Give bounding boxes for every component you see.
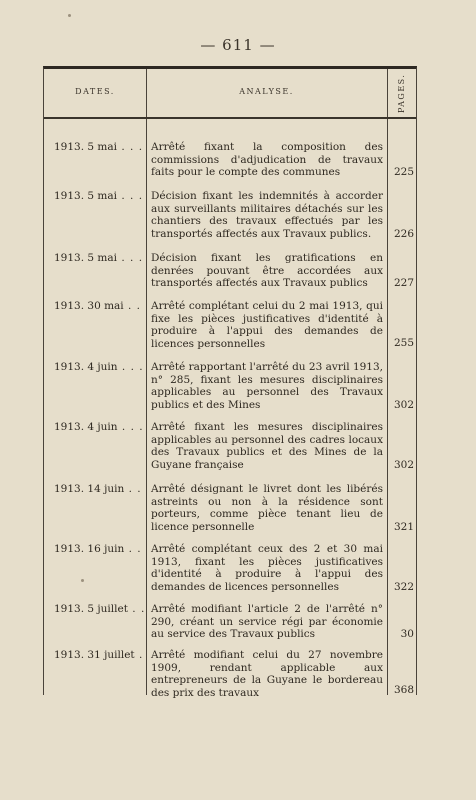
entry-page: 255 xyxy=(393,337,414,349)
page-number: — 611 — xyxy=(200,36,276,54)
entry-page: 226 xyxy=(393,228,414,240)
entry-date: 1913. 5 mai . . . xyxy=(54,141,146,154)
entry-date: 1913. 5 juillet . . . xyxy=(54,603,146,616)
entry-analysis: Arrêté modifiant celui du 27 novembre 1909, rendant applicable aux entrepreneurs de la Guyane le bordereau des prix des travaux xyxy=(151,649,383,699)
column-divider-dates xyxy=(146,69,147,695)
entry-analysis: Décision fixant les gratifications en denrées pouvant être accordées aux transportés affectés aux Travaux publics xyxy=(151,252,383,289)
column-header-dates: DATES. xyxy=(75,87,115,96)
entry-date: 1913. 5 mai . . . xyxy=(54,252,146,265)
entry-date: 1913. 4 juin . . . xyxy=(54,421,146,434)
paper-speck xyxy=(81,579,84,582)
entry-date: 1913. 5 mai . . . xyxy=(54,190,146,203)
entry-page: 322 xyxy=(393,581,414,593)
entry-analysis: Décision fixant les indemnités à accorder aux surveillants militaires détachés sur les chantiers des travaux effectués par les transportés affectés aux Travaux publics. xyxy=(151,190,383,240)
column-header-pages: PAGES. xyxy=(397,73,406,113)
entry-analysis: Arrêté désignant le livret dont les libérés astreints ou non à la résidence sont porteurs, comme pièce tenant lieu de licence personnelle xyxy=(151,483,383,533)
entry-page: 302 xyxy=(393,459,414,471)
entry-analysis: Arrêté modifiant l'article 2 de l'arrêté n° 290, créant un service régi par économie au service des Travaux publics xyxy=(151,603,383,640)
entry-page: 225 xyxy=(393,166,414,178)
index-table xyxy=(43,66,417,699)
entry-date: 1913. 31 juillet . . . xyxy=(54,649,146,662)
entry-analysis: Arrêté fixant les mesures disciplinaires applicables au personnel des cadres locaux des Travaux publics et des Mines de la Guyane française xyxy=(151,421,383,471)
entry-analysis: Arrêté fixant la composition des commissions d'adjudication de travaux faits pour le compte des communes xyxy=(151,141,383,178)
entry-page: 227 xyxy=(393,277,414,289)
entry-analysis: Arrêté rapportant l'arrêté du 23 avril 1913, n° 285, fixant les mesures disciplinaires applicables au personnel des Travaux publics et des Mines xyxy=(151,361,383,411)
column-header-analyse: ANALYSE. xyxy=(239,87,294,96)
entry-date: 1913. 30 mai . . . xyxy=(54,300,146,313)
entry-date: 1913. 4 juin . . . xyxy=(54,361,146,374)
column-divider-pages xyxy=(387,69,388,695)
header-rule xyxy=(44,117,416,119)
entry-page: 30 xyxy=(400,628,414,640)
entry-page: 321 xyxy=(393,521,414,533)
entry-page: 302 xyxy=(393,399,414,411)
paper-speck xyxy=(68,14,71,17)
entry-date: 1913. 14 juin . . . xyxy=(54,483,146,496)
entry-page: 368 xyxy=(393,684,414,696)
entry-analysis: Arrêté complétant ceux des 2 et 30 mai 1913, fixant les pièces justificatives d'identité à produire à l'appui des demandes de licences personnelles xyxy=(151,543,383,593)
entry-analysis: Arrêté complétant celui du 2 mai 1913, qui fixe les pièces justificatives d'identité à produire à l'appui des demandes de licences personnelles xyxy=(151,300,383,350)
entry-date: 1913. 16 juin . . . xyxy=(54,543,146,556)
